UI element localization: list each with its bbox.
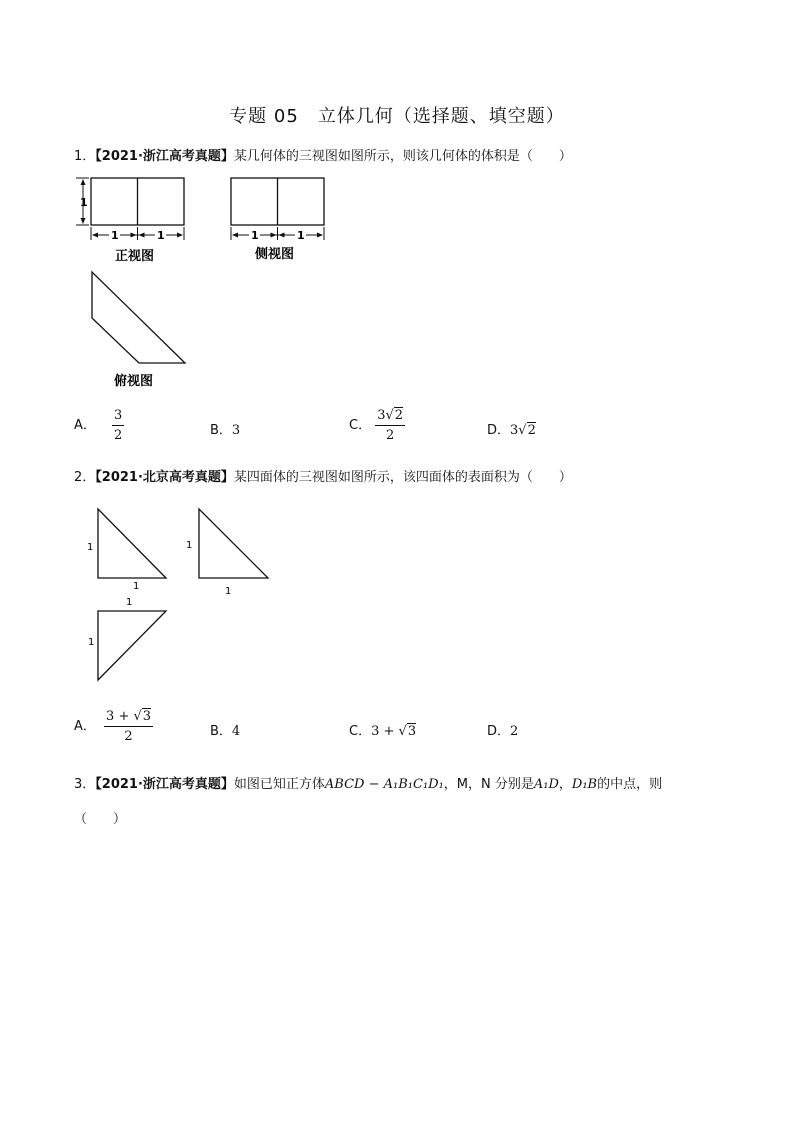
side-width-label: 1 [225, 586, 232, 597]
question-number: 3． [74, 777, 96, 792]
front-width-label: 1 [133, 581, 140, 592]
front-height-label: 1 [87, 542, 94, 553]
option-c[interactable]: C． $\frac{3√2}{2}$ [349, 408, 404, 443]
cube-name: ABCD − A₁B₁C₁D₁ [324, 777, 444, 792]
option-b[interactable]: B．4 [210, 724, 241, 739]
answer-paren: （ ） [74, 812, 127, 827]
front-view-caption: 正视图 [115, 249, 155, 264]
width-label-2: 1 [157, 229, 165, 242]
option-c[interactable]: C．3 + √3 [349, 724, 417, 739]
top-view-caption: 俯视图 [114, 374, 154, 389]
top-view-diagram [82, 268, 194, 390]
question-1 [74, 145, 572, 164]
question-2 [74, 466, 572, 485]
front-view-diagram [72, 174, 194, 266]
question-number: 1． [74, 149, 96, 164]
top-view-trapezoid [92, 272, 185, 363]
option-d[interactable]: D．3√2 [487, 423, 536, 438]
option-b[interactable]: B．3 [210, 423, 241, 438]
question-source-tag: 【2021·浙江高考真题】 [95, 777, 234, 792]
option-a[interactable]: A． $\frac{3 + √3}{2}$ [74, 709, 152, 744]
side-height-label: 1 [186, 540, 193, 551]
option-d[interactable]: D．2 [487, 724, 519, 739]
page-title: 专题 05 立体几何（选择题、填空题） [229, 106, 565, 127]
fraction: $\frac{3 + √3}{2}$ [106, 709, 152, 744]
question-text: 某四面体的三视图如图所示，该四面体的表面积为（ ） [233, 470, 572, 485]
side-view-triangle [199, 509, 268, 578]
question-number: 2． [74, 470, 96, 485]
top-view-triangle [98, 611, 166, 680]
fraction: $\frac{3√2}{2}$ [377, 408, 404, 443]
side-view-diagram [212, 174, 334, 266]
side-view-caption: 侧视图 [255, 247, 295, 262]
width-label-1: 1 [111, 229, 119, 242]
width-label-2: 1 [297, 229, 305, 242]
front-view-triangle [98, 509, 166, 578]
top-height-label: 1 [88, 637, 95, 648]
segment-a1d: A₁D [533, 777, 559, 792]
question-text: 某几何体的三视图如图所示，则该几何体的体积是（ ） [233, 149, 572, 164]
question-3: 3．【2021·浙江高考真题】如图已知正方体ABCD − A₁B₁C₁D₁，M，N 分别是A₁D，D₁B的中点，则 [74, 777, 663, 792]
fraction: $\frac{3}{2}$ [114, 408, 123, 443]
segment-d1b: D₁B [571, 777, 598, 792]
top-width-label: 1 [126, 597, 133, 608]
option-a[interactable]: A． $\frac{3}{2}$ [74, 408, 123, 443]
height-label: 1 [80, 196, 88, 209]
width-label-1: 1 [251, 229, 259, 242]
question-source-tag: 【2021·北京高考真题】 [95, 470, 234, 485]
tetrahedron-three-views-diagram [80, 500, 280, 690]
question-source-tag: 【2021·浙江高考真题】 [95, 149, 234, 164]
